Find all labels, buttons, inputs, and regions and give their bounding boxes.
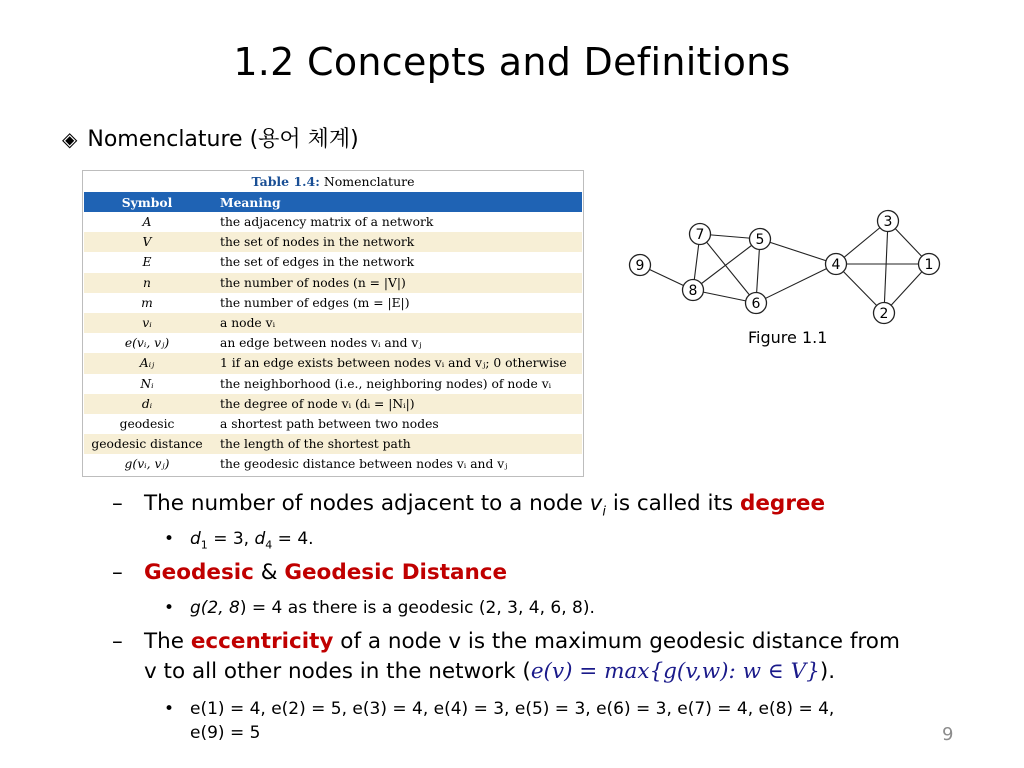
graph-edge-8-5 <box>693 239 760 290</box>
table-row <box>84 252 582 272</box>
graph-node-label: 9 <box>635 258 645 274</box>
table-caption-text: Nomenclature <box>323 174 415 189</box>
graph-node-7 <box>690 224 711 245</box>
ecc-example-line1: e(1) = 4, e(2) = 5, e(3) = 4, e(4) = 3, e(5) = 3, e(6) = 3, e(7) = 4, e(8) = 4, <box>190 699 835 719</box>
dot-bullet-icon: • <box>164 529 175 549</box>
nomenclature-grid <box>84 192 582 474</box>
graph-node-label: 4 <box>831 257 841 273</box>
symbol-cell: A <box>84 212 210 232</box>
d-sub-4: 4 <box>265 538 273 552</box>
graph-node-label: 5 <box>755 232 765 248</box>
graph-node-label: 8 <box>688 283 698 299</box>
meaning-cell: the geodesic distance between nodes vᵢ and vⱼ <box>210 454 582 474</box>
nomenclature-table <box>82 170 584 477</box>
symbol-cell: n <box>84 273 210 293</box>
bullet-geodesic-example <box>164 596 964 620</box>
table-row <box>84 434 582 454</box>
ecc-example-line2: e(9) = 5 <box>190 723 261 743</box>
main-bullet <box>62 122 359 153</box>
symbol-cell: geodesic distance <box>84 434 210 454</box>
table-row <box>84 374 582 394</box>
header-symbol: Symbol <box>84 192 210 212</box>
table-row <box>84 394 582 414</box>
dot-bullet-icon: • <box>164 598 175 618</box>
graph-node-label: 3 <box>883 214 893 230</box>
meaning-cell: a node vᵢ <box>210 313 582 333</box>
page-number: 9 <box>942 724 954 745</box>
meaning-cell: the neighborhood (i.e., neighboring nodes) of node vᵢ <box>210 374 582 394</box>
table-row <box>84 273 582 293</box>
dot-bullet-icon: • <box>164 699 175 719</box>
graph-node-label: 6 <box>751 296 761 312</box>
geodesic-term: Geodesic <box>144 560 254 585</box>
table-caption-label: Table 1.4: <box>251 174 320 189</box>
degree-text-pre: The number of nodes adjacent to a node <box>144 491 590 516</box>
symbol-cell: Nᵢ <box>84 374 210 394</box>
bullet-degree <box>112 489 962 527</box>
dash-bullet-icon: – <box>112 560 123 585</box>
symbol-cell: E <box>84 252 210 272</box>
eccentricity-term: eccentricity <box>190 629 334 654</box>
network-graph <box>618 200 948 330</box>
degree-example-end: = 4. <box>272 529 314 549</box>
graph-node-4 <box>826 254 847 275</box>
graph-node-8 <box>683 280 704 301</box>
meaning-cell: 1 if an edge exists between nodes vᵢ and vⱼ; 0 otherwise <box>210 353 582 373</box>
meaning-cell: the degree of node vᵢ (dᵢ = |Nᵢ|) <box>210 394 582 414</box>
meaning-cell: the adjacency matrix of a network <box>210 212 582 232</box>
header-meaning: Meaning <box>210 192 582 212</box>
dash-bullet-icon: – <box>112 491 123 516</box>
ecc-line2-pre: v to all other nodes in the network ( <box>144 659 531 684</box>
d-var-2: d <box>254 529 266 549</box>
bullet-eccentricity-example <box>164 697 964 745</box>
graph-node-5 <box>750 229 771 250</box>
symbol-cell: m <box>84 293 210 313</box>
symbol-cell: Aᵢⱼ <box>84 353 210 373</box>
d-var: d <box>190 529 201 549</box>
symbol-cell: vᵢ <box>84 313 210 333</box>
symbol-cell: e(vᵢ, vⱼ) <box>84 333 210 353</box>
d-sub-1: 1 <box>200 538 208 552</box>
graph-edge-3-2 <box>884 221 888 313</box>
graph-node-1 <box>919 254 940 275</box>
meaning-cell: the set of edges in the network <box>210 252 582 272</box>
graph-node-6 <box>746 293 767 314</box>
table-row <box>84 212 582 232</box>
ecc-text-pre: The <box>144 629 191 654</box>
degree-var: v <box>589 491 603 516</box>
geodesic-example-text: ) = 4 as there is a geodesic (2, 3, 4, 6, 8). <box>239 598 595 618</box>
table-row <box>84 232 582 252</box>
table-header-row <box>84 192 582 212</box>
degree-var-sub: i <box>602 504 607 520</box>
symbol-cell: V <box>84 232 210 252</box>
graph-edge-5-4 <box>760 239 836 264</box>
table-row <box>84 414 582 434</box>
symbol-cell: g(vᵢ, vⱼ) <box>84 454 210 474</box>
eccentricity-formula: e(v) = max{g(v,w): w ∈ V} <box>530 659 820 684</box>
meaning-cell: the number of edges (m = |E|) <box>210 293 582 313</box>
meaning-cell: the number of nodes (n = |V|) <box>210 273 582 293</box>
degree-example-mid: = 3, <box>207 529 255 549</box>
graph-node-9 <box>630 255 651 276</box>
main-bullet-text: Nomenclature (용어 체계) <box>87 127 359 152</box>
meaning-cell: an edge between nodes vᵢ and vⱼ <box>210 333 582 353</box>
ecc-line2-post: ). <box>819 659 836 684</box>
symbol-cell: geodesic <box>84 414 210 434</box>
graph-node-2 <box>874 303 895 324</box>
bullet-geodesic <box>112 558 962 588</box>
diamond-bullet-icon: ◈ <box>62 127 78 151</box>
degree-text-mid: is called its <box>606 491 740 516</box>
bullet-eccentricity <box>112 627 962 687</box>
degree-term: degree <box>739 491 826 516</box>
table-row <box>84 454 582 474</box>
slide-title: 1.2 Concepts and Definitions <box>233 40 791 84</box>
geodesic-amp: & <box>253 560 285 585</box>
figure-caption: Figure 1.1 <box>748 328 828 347</box>
table-row <box>84 333 582 353</box>
table-row <box>84 313 582 333</box>
table-row <box>84 293 582 313</box>
graph-node-3 <box>878 211 899 232</box>
dash-bullet-icon: – <box>112 629 123 654</box>
geodesic-example-func: g(2, 8 <box>190 598 240 618</box>
graph-node-label: 7 <box>695 227 705 243</box>
meaning-cell: a shortest path between two nodes <box>210 414 582 434</box>
table-row <box>84 353 582 373</box>
graph-edge-6-4 <box>756 264 836 303</box>
table-caption <box>83 171 583 192</box>
symbol-cell: dᵢ <box>84 394 210 414</box>
meaning-cell: the set of nodes in the network <box>210 232 582 252</box>
graph-node-label: 1 <box>924 257 934 273</box>
geodesic-distance-term: Geodesic Distance <box>284 560 508 585</box>
bullet-degree-example <box>164 527 964 557</box>
meaning-cell: the length of the shortest path <box>210 434 582 454</box>
ecc-text-post: of a node v is the maximum geodesic distance from <box>333 629 900 654</box>
graph-node-label: 2 <box>879 306 889 322</box>
